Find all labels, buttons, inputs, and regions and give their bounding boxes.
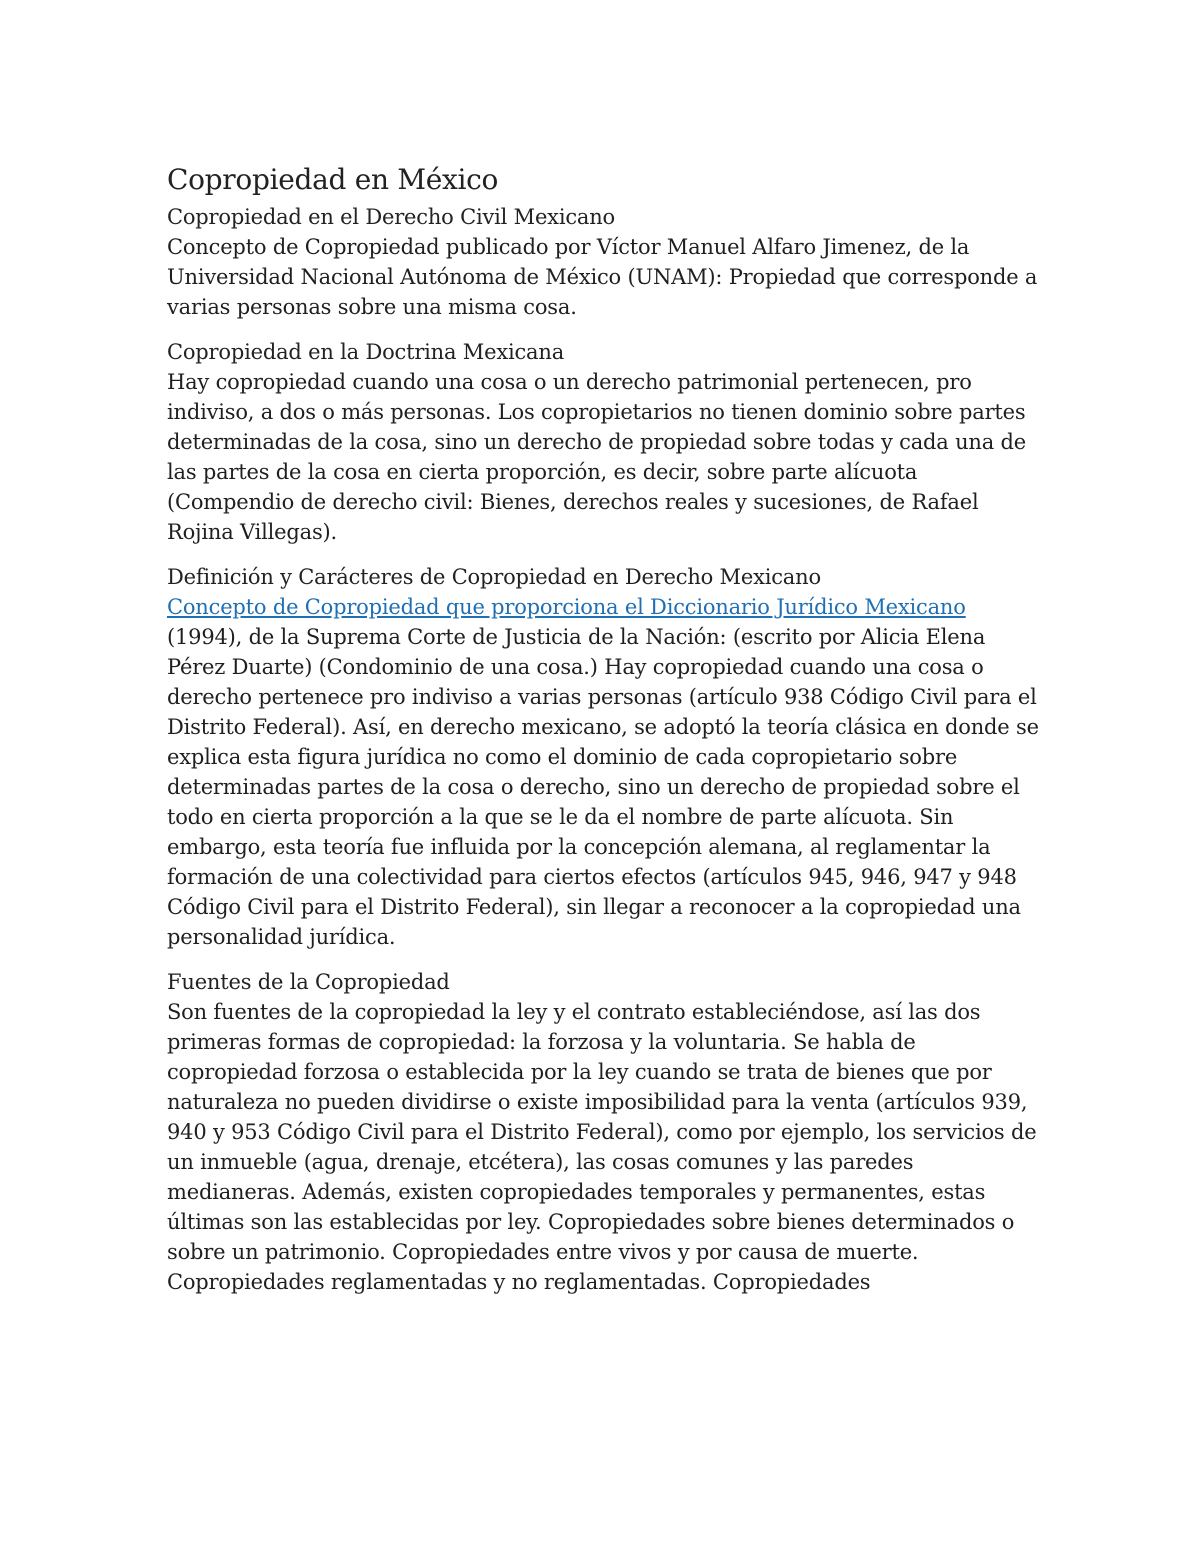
section-heading: Fuentes de la Copropiedad	[167, 970, 450, 994]
section-heading: Copropiedad en el Derecho Civil Mexicano	[167, 205, 615, 229]
section-body: Concepto de Copropiedad publicado por Víctor Manuel Alfaro Jimenez, de la Universidad Nacional Autónoma de México (UNAM): Propiedad que corresponde a varias personas sobre una misma cosa.	[167, 235, 1038, 319]
section-heading: Copropiedad en la Doctrina Mexicana	[167, 340, 565, 364]
document-title: Copropiedad en México	[167, 163, 499, 196]
document-page	[167, 160, 1047, 1312]
section-definicion	[167, 562, 1047, 952]
section-derecho-civil	[167, 202, 1047, 322]
section-fuentes	[167, 967, 1047, 1297]
section-doctrina	[167, 337, 1047, 547]
section-body: Son fuentes de la copropiedad la ley y el contrato estableciéndose, así las dos primeras formas de copropiedad: la forzosa y la voluntaria. Se habla de copropiedad forzosa o establecida por la ley cuando se trata de bienes que por naturaleza no pueden dividirse o existe imposibilidad para la venta (artículos 939, 940 y 953 Código Civil para el Distrito Federal), como por ejemplo, los servicios de un inmueble (agua, drenaje, etcétera), las cosas comunes y las paredes medianeras. Además, existen copropiedades temporales y permanentes, estas últimas son las establecidas por ley. Copropiedades sobre bienes determinados o sobre un patrimonio. Copropiedades entre vivos y por causa de muerte. Copropiedades reglamentadas y no reglamentadas. Copropiedades	[167, 1000, 1037, 1294]
section-heading: Definición y Carácteres de Copropiedad en Derecho Mexicano	[167, 565, 821, 589]
section-body	[167, 592, 1047, 952]
diccionario-juridico-link[interactable]: Concepto de Copropiedad que proporciona el Diccionario Jurídico Mexicano	[167, 595, 966, 619]
section-body-text: (1994), de la Suprema Corte de Justicia de la Nación: (escrito por Alicia Elena Pérez Duarte) (Condominio de una cosa.) Hay copropiedad cuando una cosa o derecho pertenece pro indiviso a varias personas (artículo 938 Código Civil para el Distrito Federal). Así, en derecho mexicano, se adoptó la teoría clásica en donde se explica esta figura jurídica no como el dominio de cada copropietario sobre determinadas partes de la cosa o derecho, sino un derecho de propiedad sobre el todo en cierta proporción a la que se le da el nombre de parte alícuota. Sin embargo, esta teoría fue influida por la concepción alemana, al reglamentar la formación de una colectividad para ciertos efectos (artículos 945, 946, 947 y 948 Código Civil para el Distrito Federal), sin llegar a reconocer a la copropiedad una personalidad jurídica.	[167, 625, 1039, 949]
section-body: Hay copropiedad cuando una cosa o un derecho patrimonial pertenecen, pro indiviso, a dos o más personas. Los copropietarios no tienen dominio sobre partes determinadas de la cosa, sino un derecho de propiedad sobre todas y cada una de las partes de la cosa en cierta proporción, es decir, sobre parte alícuota (Compendio de derecho civil: Bienes, derechos reales y sucesiones, de Rafael Rojina Villegas).	[167, 370, 1026, 544]
